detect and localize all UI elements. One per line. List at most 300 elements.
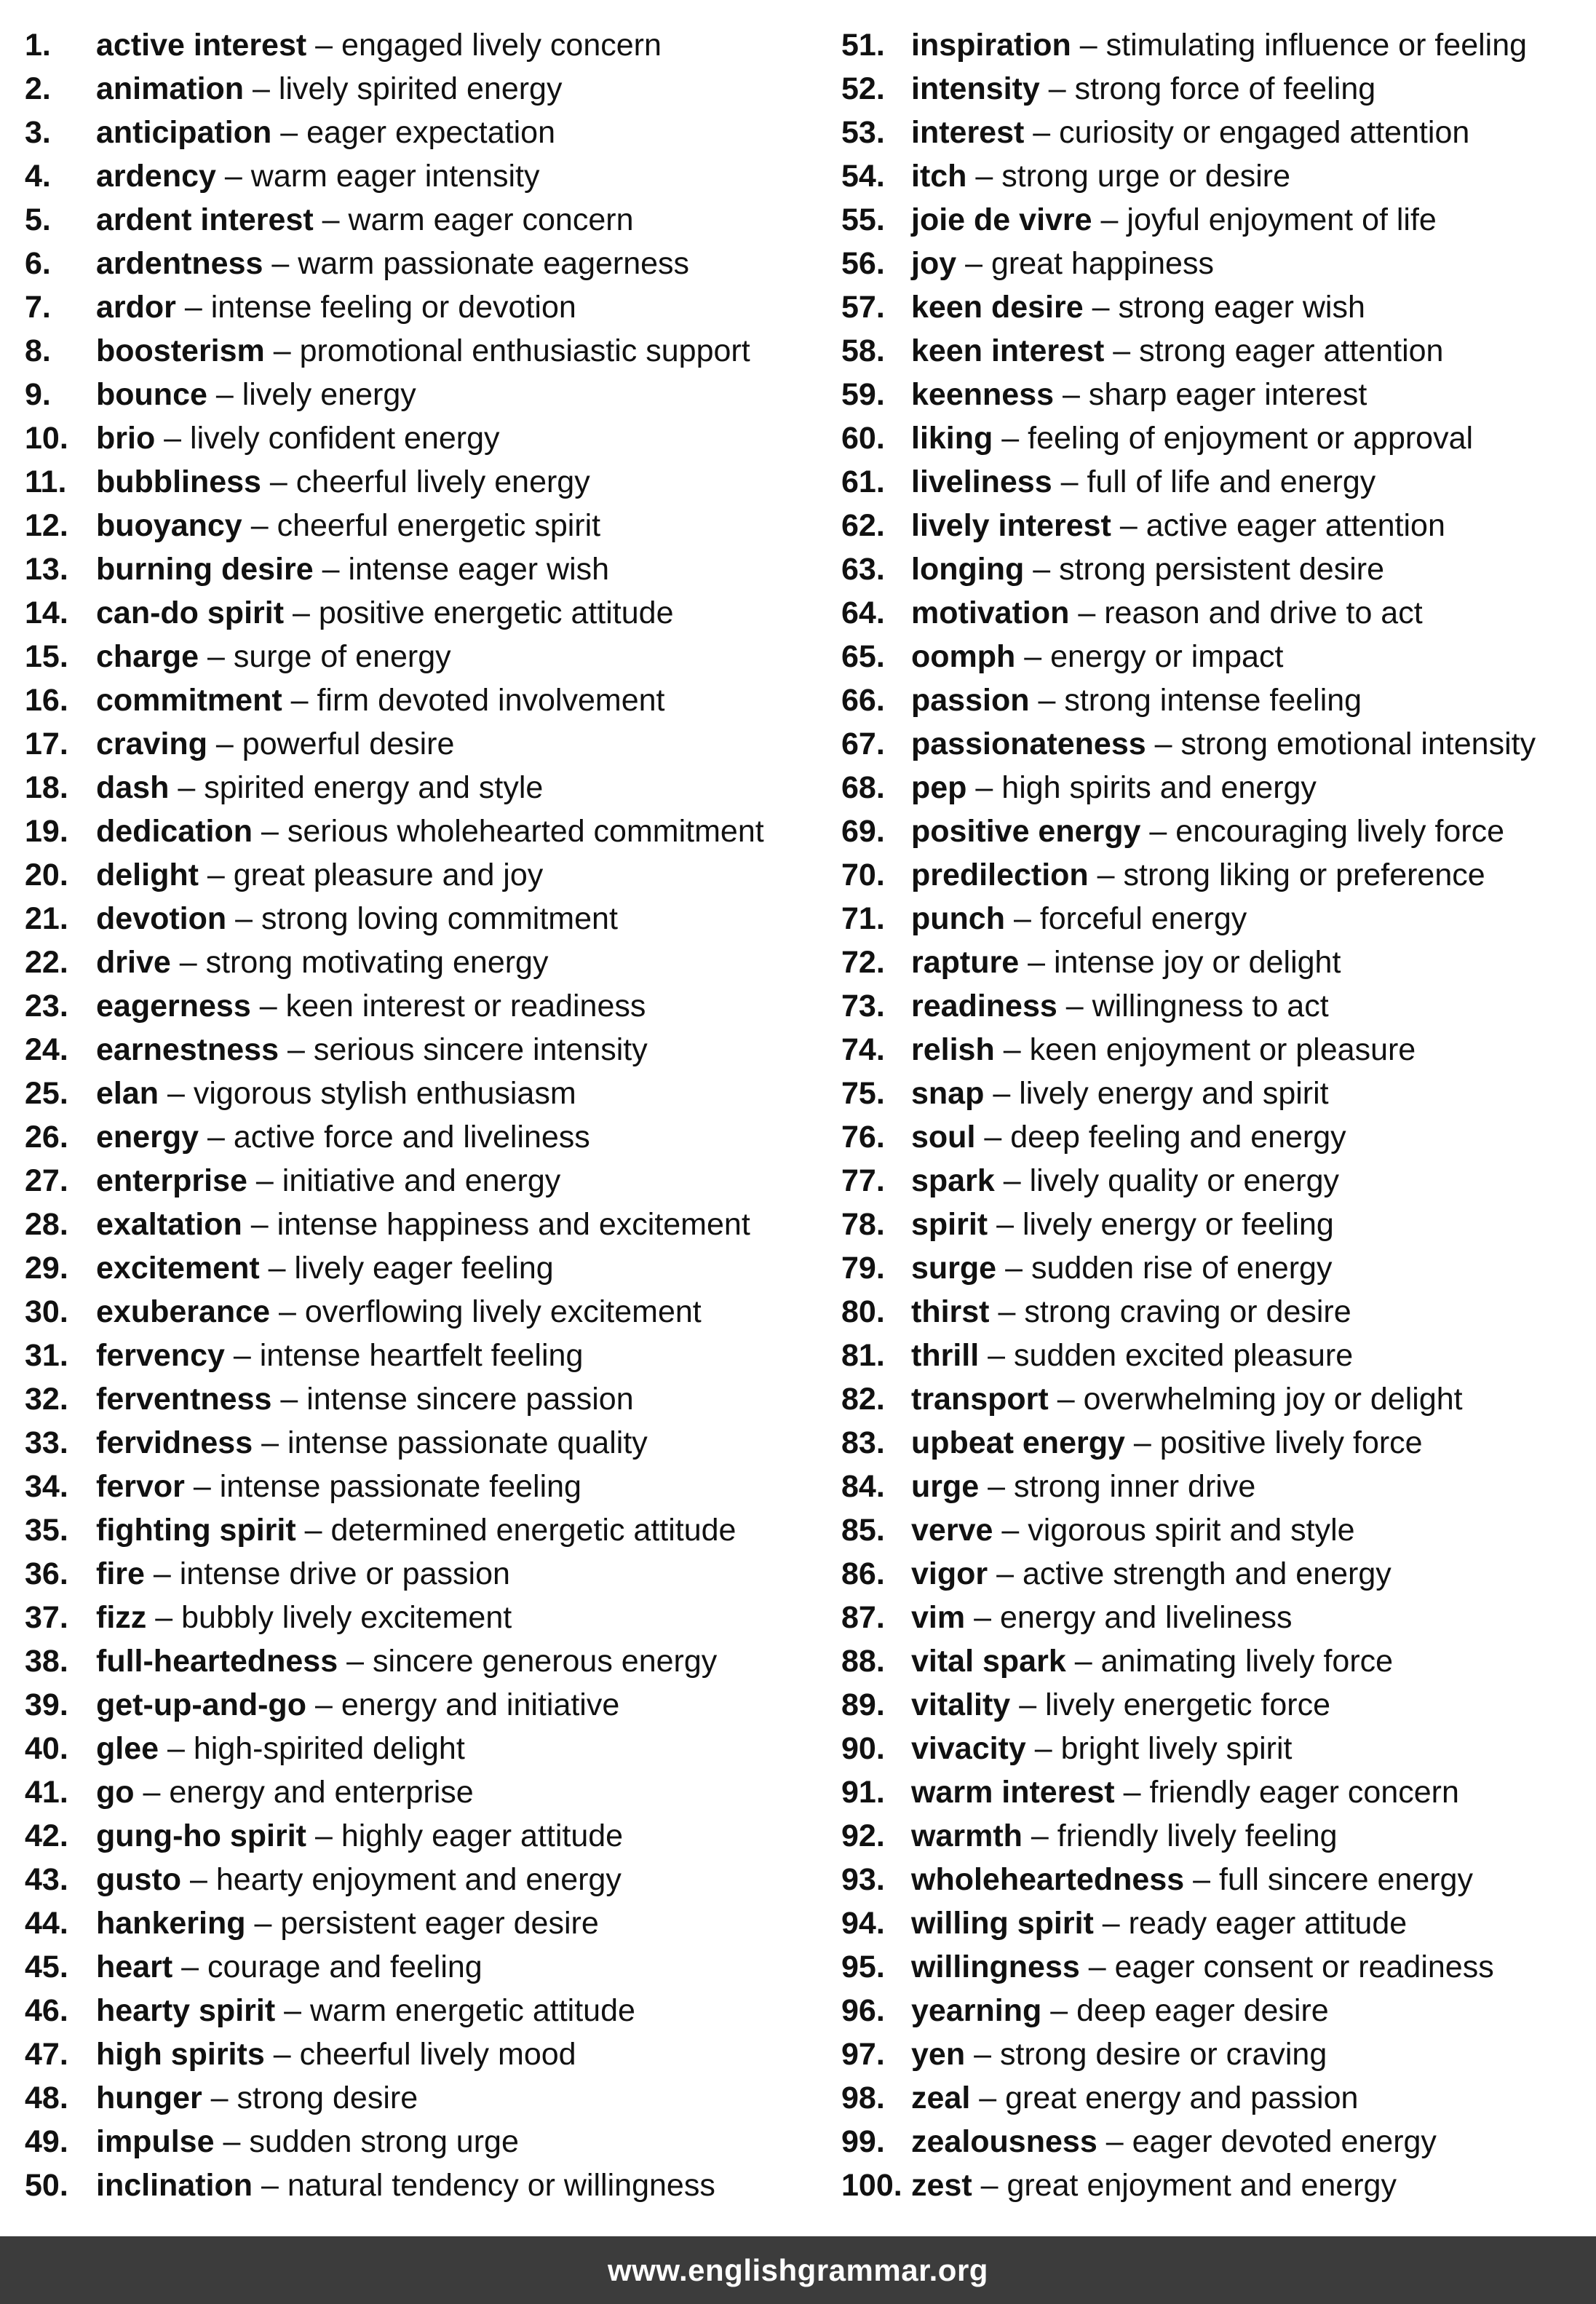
item-separator: –	[290, 683, 309, 718]
item-definition: great energy and passion	[1005, 2081, 1359, 2115]
item-separator: –	[1154, 727, 1172, 761]
list-item	[25, 1421, 811, 1465]
list-item	[841, 1814, 1591, 1858]
item-number: 85.	[841, 1513, 885, 1548]
item-definition: engaged lively concern	[341, 28, 662, 63]
item-separator: –	[1034, 1731, 1052, 1766]
item-definition: sudden strong urge	[249, 2124, 519, 2159]
item-definition: lively confident energy	[190, 421, 500, 456]
item-number: 50.	[25, 2168, 68, 2203]
item-separator: –	[215, 727, 234, 761]
list-item	[25, 67, 811, 111]
item-number: 7.	[25, 290, 51, 325]
list-item	[25, 2164, 811, 2207]
item-term: punch	[911, 901, 1005, 936]
item-term: upbeat energy	[911, 1425, 1125, 1460]
item-number: 16.	[25, 683, 68, 718]
list-item	[25, 722, 811, 766]
item-number: 95.	[841, 1949, 885, 1984]
list-item	[25, 198, 811, 242]
list-item	[25, 1465, 811, 1508]
item-definition: animating lively force	[1100, 1644, 1394, 1679]
item-definition: overwhelming joy or delight	[1083, 1382, 1463, 1417]
item-separator: –	[1123, 1775, 1141, 1810]
item-definition: intense feeling or devotion	[210, 290, 576, 325]
item-definition: warm energetic attitude	[309, 1993, 635, 2028]
item-term: animation	[96, 71, 245, 106]
item-term: passion	[911, 683, 1030, 718]
item-term: inclination	[96, 2168, 253, 2203]
item-term: anticipation	[96, 115, 272, 150]
item-number: 90.	[841, 1731, 885, 1766]
item-term: high spirits	[96, 2037, 265, 2072]
item-term: heart	[96, 1949, 173, 1984]
list-item	[841, 329, 1591, 373]
list-item	[25, 1246, 811, 1290]
item-separator: –	[322, 202, 340, 237]
item-term: brio	[96, 421, 156, 456]
item-term: verve	[911, 1513, 993, 1548]
item-definition: strong loving commitment	[261, 901, 618, 936]
item-term: commitment	[96, 683, 282, 718]
item-separator: –	[280, 1382, 298, 1417]
list-item	[25, 766, 811, 809]
item-separator: –	[250, 508, 269, 543]
item-separator: –	[1088, 1949, 1106, 1984]
item-definition: lively eager feeling	[294, 1251, 554, 1286]
item-number: 6.	[25, 246, 51, 281]
item-number: 40.	[25, 1731, 68, 1766]
list-item	[25, 635, 811, 678]
item-definition: friendly lively feeling	[1057, 1818, 1338, 1853]
item-term: buoyancy	[96, 508, 242, 543]
list-item	[841, 1159, 1591, 1203]
item-definition: positive energetic attitude	[318, 595, 674, 630]
item-definition: intense sincere passion	[306, 1382, 634, 1417]
list-item	[25, 1028, 811, 1072]
list-item	[841, 1421, 1591, 1465]
item-term: warmth	[911, 1818, 1023, 1853]
list-item	[25, 2076, 811, 2120]
list-item	[841, 2120, 1591, 2164]
list-item	[841, 635, 1591, 678]
item-term: charge	[96, 639, 199, 674]
item-number: 84.	[841, 1469, 885, 1504]
item-definition: joyful enjoyment of life	[1127, 202, 1437, 237]
item-definition: strong emotional intensity	[1180, 727, 1536, 761]
list-item	[841, 416, 1591, 460]
item-number: 76.	[841, 1120, 885, 1155]
item-definition: lively quality or energy	[1029, 1163, 1340, 1198]
item-definition: intense happiness and excitement	[277, 1207, 750, 1242]
item-separator: –	[1013, 901, 1031, 936]
item-term: drive	[96, 945, 171, 980]
item-definition: intense passionate feeling	[219, 1469, 581, 1504]
list-item	[25, 1858, 811, 1901]
item-term: vital spark	[911, 1644, 1066, 1679]
item-separator: –	[1079, 28, 1097, 63]
item-definition: strong urge or desire	[1001, 159, 1291, 194]
item-definition: strong liking or preference	[1123, 858, 1485, 892]
item-term: boosterism	[96, 333, 265, 368]
item-number: 94.	[841, 1906, 885, 1941]
item-separator: –	[235, 901, 253, 936]
item-number: 11.	[25, 464, 67, 499]
item-number: 39.	[25, 1687, 68, 1722]
item-separator: –	[215, 377, 234, 412]
item-number: 38.	[25, 1644, 68, 1679]
item-definition: lively energy or feeling	[1022, 1207, 1334, 1242]
item-term: pep	[911, 770, 967, 805]
item-number: 41.	[25, 1775, 68, 1810]
list-item	[841, 766, 1591, 809]
item-number: 83.	[841, 1425, 885, 1460]
item-definition: great pleasure and joy	[233, 858, 544, 892]
item-number: 21.	[25, 901, 68, 936]
item-number: 75.	[841, 1076, 885, 1111]
item-separator: –	[284, 1993, 302, 2028]
item-term: soul	[911, 1120, 976, 1155]
item-number: 56.	[841, 246, 885, 281]
item-number: 71.	[841, 901, 885, 936]
item-separator: –	[250, 1207, 269, 1242]
list-item	[841, 1596, 1591, 1639]
list-item	[841, 2076, 1591, 2120]
item-separator: –	[1028, 945, 1046, 980]
item-number: 44.	[25, 1906, 68, 1941]
item-term: rapture	[911, 945, 1020, 980]
item-separator: –	[271, 246, 290, 281]
item-term: ardency	[96, 159, 216, 194]
item-definition: energy and enterprise	[169, 1775, 474, 1810]
item-separator: –	[996, 1556, 1015, 1591]
list-item	[25, 984, 811, 1028]
list-item	[841, 2164, 1591, 2207]
item-number: 73.	[841, 989, 885, 1024]
item-definition: strong persistent desire	[1059, 552, 1385, 587]
item-term: willing spirit	[911, 1906, 1094, 1941]
item-separator: –	[1102, 1906, 1120, 1941]
item-definition: vigorous spirit and style	[1028, 1513, 1355, 1548]
item-number: 43.	[25, 1862, 68, 1897]
item-term: longing	[911, 552, 1025, 587]
list-item	[841, 809, 1591, 853]
item-number: 91.	[841, 1775, 885, 1810]
item-term: liveliness	[911, 464, 1052, 499]
item-separator: –	[287, 1032, 305, 1067]
item-number: 62.	[841, 508, 885, 543]
item-number: 14.	[25, 595, 68, 630]
item-definition: high-spirited delight	[193, 1731, 465, 1766]
item-definition: eager expectation	[306, 115, 555, 150]
list-item	[25, 1596, 811, 1639]
list-item	[841, 722, 1591, 766]
list-item	[841, 1465, 1591, 1508]
list-item	[25, 1290, 811, 1334]
list-item	[841, 547, 1591, 591]
list-item	[841, 1508, 1591, 1552]
item-number: 89.	[841, 1687, 885, 1722]
item-term: fire	[96, 1556, 145, 1591]
item-definition: reason and drive to act	[1104, 595, 1423, 630]
item-separator: –	[304, 1513, 322, 1548]
item-separator: –	[1097, 858, 1115, 892]
item-definition: serious wholehearted commitment	[287, 814, 764, 849]
item-definition: stimulating influence or feeling	[1105, 28, 1528, 63]
footer-bar	[0, 2236, 1596, 2304]
item-separator: –	[984, 1120, 1002, 1155]
item-number: 15.	[25, 639, 68, 674]
item-separator: –	[223, 2124, 241, 2159]
item-definition: bright lively spirit	[1060, 1731, 1293, 1766]
item-separator: –	[207, 639, 225, 674]
list-item	[841, 1945, 1591, 1989]
item-number: 9.	[25, 377, 51, 412]
item-definition: eager devoted energy	[1132, 2124, 1437, 2159]
item-separator: –	[1149, 814, 1167, 849]
list-item	[841, 591, 1591, 635]
item-separator: –	[261, 1425, 279, 1460]
item-number: 46.	[25, 1993, 68, 2028]
item-separator: –	[164, 421, 182, 456]
list-item	[25, 1989, 811, 2032]
list-item	[25, 1159, 811, 1203]
item-separator: –	[314, 1818, 333, 1853]
item-separator: –	[1092, 290, 1110, 325]
item-definition: initiative and energy	[282, 1163, 561, 1198]
item-definition: ready eager attitude	[1128, 1906, 1408, 1941]
list-item	[841, 1683, 1591, 1727]
item-separator: –	[346, 1644, 365, 1679]
item-number: 97.	[841, 2037, 885, 2072]
item-separator: –	[1057, 1382, 1075, 1417]
item-number: 87.	[841, 1600, 885, 1635]
item-definition: surge of energy	[233, 639, 451, 674]
item-number: 33.	[25, 1425, 68, 1460]
item-separator: –	[143, 1775, 161, 1810]
list-item	[25, 242, 811, 285]
list-item	[841, 941, 1591, 984]
item-term: keen desire	[911, 290, 1084, 325]
item-term: ardent interest	[96, 202, 314, 237]
item-definition: great enjoyment and energy	[1007, 2168, 1397, 2203]
list-item	[25, 2120, 811, 2164]
item-term: can-do spirit	[96, 595, 285, 630]
item-term: itch	[911, 159, 967, 194]
item-number: 60.	[841, 421, 885, 456]
item-term: ardor	[96, 290, 176, 325]
list-item	[841, 1639, 1591, 1683]
item-separator: –	[273, 2037, 291, 2072]
item-definition: intense joy or delight	[1053, 945, 1341, 980]
item-separator: –	[1078, 595, 1096, 630]
item-definition: friendly eager concern	[1149, 1775, 1459, 1810]
item-definition: persistent eager desire	[280, 1906, 599, 1941]
item-definition: vigorous stylish enthusiasm	[193, 1076, 576, 1111]
item-term: vitality	[911, 1687, 1011, 1722]
item-term: hankering	[96, 1906, 246, 1941]
item-term: active interest	[96, 28, 307, 63]
item-term: predilection	[911, 858, 1089, 892]
list-item	[25, 1727, 811, 1770]
list-item	[25, 23, 811, 67]
item-number: 13.	[25, 552, 68, 587]
item-definition: lively energy	[242, 377, 416, 412]
item-definition: promotional enthusiastic support	[299, 333, 750, 368]
item-term: transport	[911, 1382, 1049, 1417]
item-number: 96.	[841, 1993, 885, 2028]
item-number: 49.	[25, 2124, 68, 2159]
list-item	[25, 853, 811, 897]
item-separator: –	[167, 1731, 185, 1766]
item-separator: –	[254, 1906, 272, 1941]
list-item	[25, 1814, 811, 1858]
item-separator: –	[998, 1294, 1016, 1329]
item-term: enterprise	[96, 1163, 247, 1198]
item-separator: –	[207, 1120, 225, 1155]
item-number: 31.	[25, 1338, 68, 1373]
item-number: 27.	[25, 1163, 68, 1198]
item-separator: –	[1074, 1644, 1092, 1679]
item-definition: curiosity or engaged attention	[1059, 115, 1470, 150]
item-number: 8.	[25, 333, 51, 368]
item-term: joie de vivre	[911, 202, 1092, 237]
item-definition: spirited energy and style	[204, 770, 544, 805]
item-number: 81.	[841, 1338, 885, 1373]
item-number: 29.	[25, 1251, 68, 1286]
list-item	[841, 285, 1591, 329]
item-separator: –	[1003, 1032, 1021, 1067]
item-term: zealousness	[911, 2124, 1097, 2159]
item-separator: –	[181, 1949, 199, 1984]
list-item	[841, 984, 1591, 1028]
item-term: devotion	[96, 901, 227, 936]
item-definition: willingness to act	[1092, 989, 1329, 1024]
list-item	[841, 1115, 1591, 1159]
item-number: 99.	[841, 2124, 885, 2159]
item-separator: –	[1193, 1862, 1211, 1897]
item-number: 37.	[25, 1600, 68, 1635]
item-number: 93.	[841, 1862, 885, 1897]
item-number: 57.	[841, 290, 885, 325]
item-term: gusto	[96, 1862, 182, 1897]
item-separator: –	[1119, 508, 1138, 543]
item-separator: –	[965, 246, 983, 281]
item-number: 30.	[25, 1294, 68, 1329]
item-separator: –	[184, 290, 202, 325]
item-term: thrill	[911, 1338, 980, 1373]
item-number: 79.	[841, 1251, 885, 1286]
item-definition: strong intense feeling	[1064, 683, 1362, 718]
list-item	[25, 1901, 811, 1945]
list-item	[25, 285, 811, 329]
item-term: thirst	[911, 1294, 990, 1329]
item-term: exaltation	[96, 1207, 242, 1242]
item-separator: –	[269, 464, 287, 499]
item-definition: bubbly lively excitement	[181, 1600, 512, 1635]
item-definition: warm passionate eagerness	[298, 246, 690, 281]
list-item	[841, 373, 1591, 416]
item-number: 78.	[841, 1207, 885, 1242]
item-term: excitement	[96, 1251, 260, 1286]
item-separator: –	[993, 1076, 1011, 1111]
item-separator: –	[975, 770, 993, 805]
item-term: bounce	[96, 377, 207, 412]
item-separator: –	[292, 595, 310, 630]
item-term: hunger	[96, 2081, 202, 2115]
list-item	[25, 2032, 811, 2076]
item-number: 58.	[841, 333, 885, 368]
item-definition: cheerful energetic spirit	[277, 508, 601, 543]
item-definition: serious sincere intensity	[313, 1032, 648, 1067]
item-number: 42.	[25, 1818, 68, 1853]
item-definition: intense eager wish	[348, 552, 610, 587]
item-separator: –	[278, 1294, 296, 1329]
list-item	[841, 1028, 1591, 1072]
item-definition: firm devoted involvement	[317, 683, 665, 718]
item-definition: hearty enjoyment and energy	[215, 1862, 622, 1897]
item-definition: great happiness	[990, 246, 1214, 281]
item-term: ferventness	[96, 1382, 272, 1417]
item-term: spark	[911, 1163, 995, 1198]
item-separator: –	[261, 2168, 279, 2203]
item-definition: keen enjoyment or pleasure	[1029, 1032, 1416, 1067]
item-separator: –	[1133, 1425, 1151, 1460]
item-term: positive energy	[911, 814, 1141, 849]
item-number: 17.	[25, 727, 68, 761]
item-term: fizz	[96, 1600, 147, 1635]
list-item	[25, 809, 811, 853]
item-number: 2.	[25, 71, 51, 106]
item-definition: lively energetic force	[1045, 1687, 1331, 1722]
item-term: dedication	[96, 814, 253, 849]
list-item	[25, 329, 811, 373]
item-separator: –	[210, 2081, 229, 2115]
item-definition: sudden rise of energy	[1031, 1251, 1333, 1286]
item-separator: –	[975, 159, 993, 194]
item-separator: –	[153, 1556, 171, 1591]
item-term: warm interest	[911, 1775, 1115, 1810]
item-definition: highly eager attitude	[341, 1818, 624, 1853]
list-item	[25, 1508, 811, 1552]
item-term: oomph	[911, 639, 1016, 674]
list-item	[25, 1334, 811, 1377]
item-term: zeal	[911, 2081, 971, 2115]
item-separator: –	[1001, 421, 1020, 456]
item-separator: –	[1048, 71, 1066, 106]
item-separator: –	[233, 1338, 251, 1373]
item-number: 70.	[841, 858, 885, 892]
item-number: 51.	[841, 28, 885, 63]
item-definition: cheerful lively mood	[299, 2037, 576, 2072]
item-term: hearty spirit	[96, 1993, 276, 2028]
item-term: full-heartedness	[96, 1644, 338, 1679]
item-term: impulse	[96, 2124, 215, 2159]
item-number: 4.	[25, 159, 51, 194]
item-definition: strong desire or craving	[999, 2037, 1327, 2072]
item-number: 64.	[841, 595, 885, 630]
item-term: relish	[911, 1032, 995, 1067]
item-separator: –	[1024, 639, 1042, 674]
item-definition: active strength and energy	[1022, 1556, 1391, 1591]
item-number: 80.	[841, 1294, 885, 1329]
item-term: wholeheartedness	[911, 1862, 1185, 1897]
item-separator: –	[1005, 1251, 1023, 1286]
item-definition: deep eager desire	[1076, 1993, 1329, 2028]
item-number: 48.	[25, 2081, 68, 2115]
list-item	[841, 1727, 1591, 1770]
item-separator: –	[1065, 989, 1084, 1024]
